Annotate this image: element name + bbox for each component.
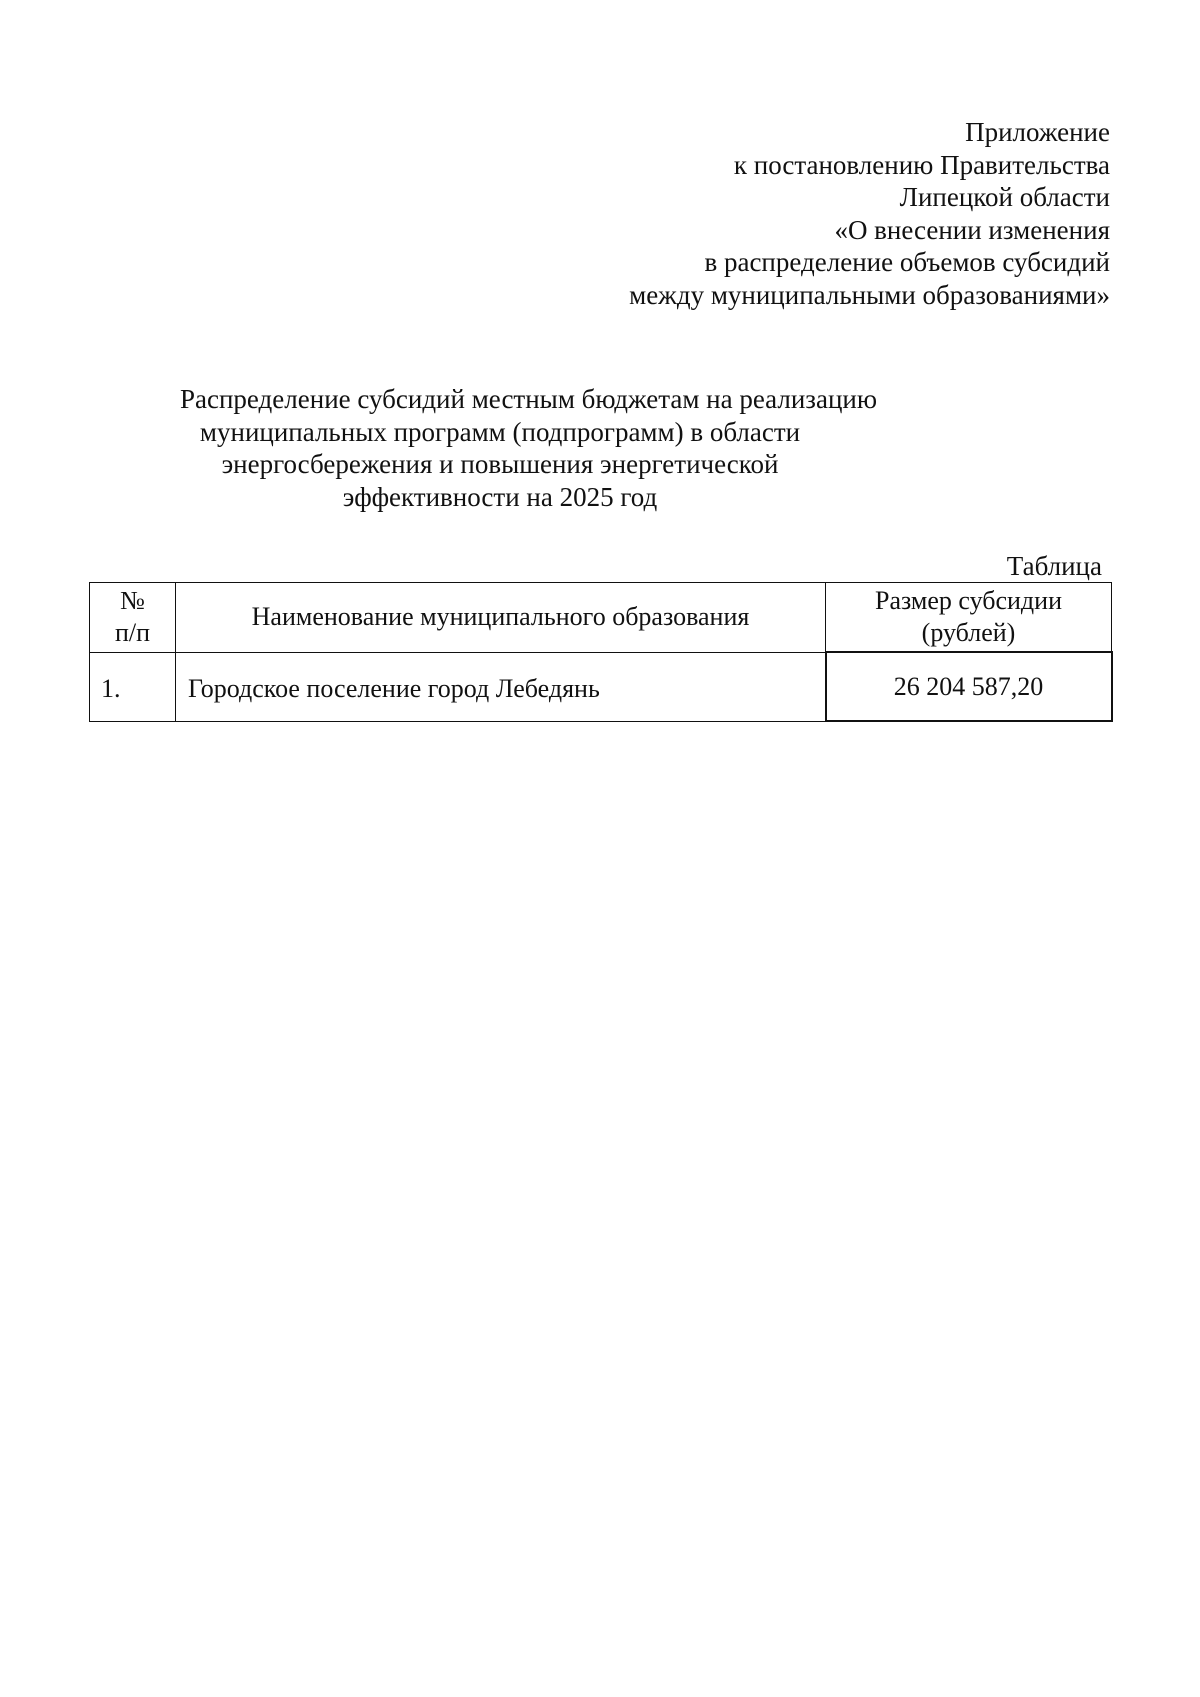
row-municipality-name: Городское поселение город Лебедянь	[176, 652, 826, 721]
appendix-line: между муниципальными образованиями»	[629, 279, 1110, 310]
document-title	[180, 383, 878, 513]
header-amount	[826, 583, 1112, 653]
subsidy-table-container	[89, 582, 1111, 722]
row-number: 1.	[90, 652, 176, 721]
title-line: Распределение субсидий местным бюджетам на реализацию	[180, 384, 878, 414]
appendix-line: «О внесении изменения	[834, 214, 1110, 245]
appendix-line: Приложение	[965, 117, 1110, 147]
appendix-line: Липецкой области	[899, 182, 1110, 212]
title-line: энергосбережения и повышения энергетической	[221, 449, 779, 479]
header-name: Наименование муниципального образования	[176, 583, 826, 653]
header-number-line: п/п	[114, 618, 151, 648]
subsidy-table	[89, 582, 1113, 722]
header-number-line: №	[120, 586, 145, 616]
table-caption: Таблица	[1006, 551, 1102, 581]
header-amount-line: (рублей)	[921, 618, 1016, 647]
header-number	[90, 583, 176, 653]
appendix-line: к постановлению Правительства	[733, 149, 1110, 180]
table-row	[90, 652, 1112, 721]
title-line: муниципальных программ (подпрограмм) в области	[199, 416, 801, 447]
title-line: эффективности на 2025 год	[342, 481, 658, 512]
header-amount-line: Размер субсидии	[875, 586, 1062, 615]
appendix-line: в распределение объемов субсидий	[704, 247, 1110, 277]
table-header-row	[90, 583, 1112, 653]
appendix-header	[510, 116, 1110, 311]
row-subsidy-amount: 26 204 587,20	[826, 652, 1112, 721]
